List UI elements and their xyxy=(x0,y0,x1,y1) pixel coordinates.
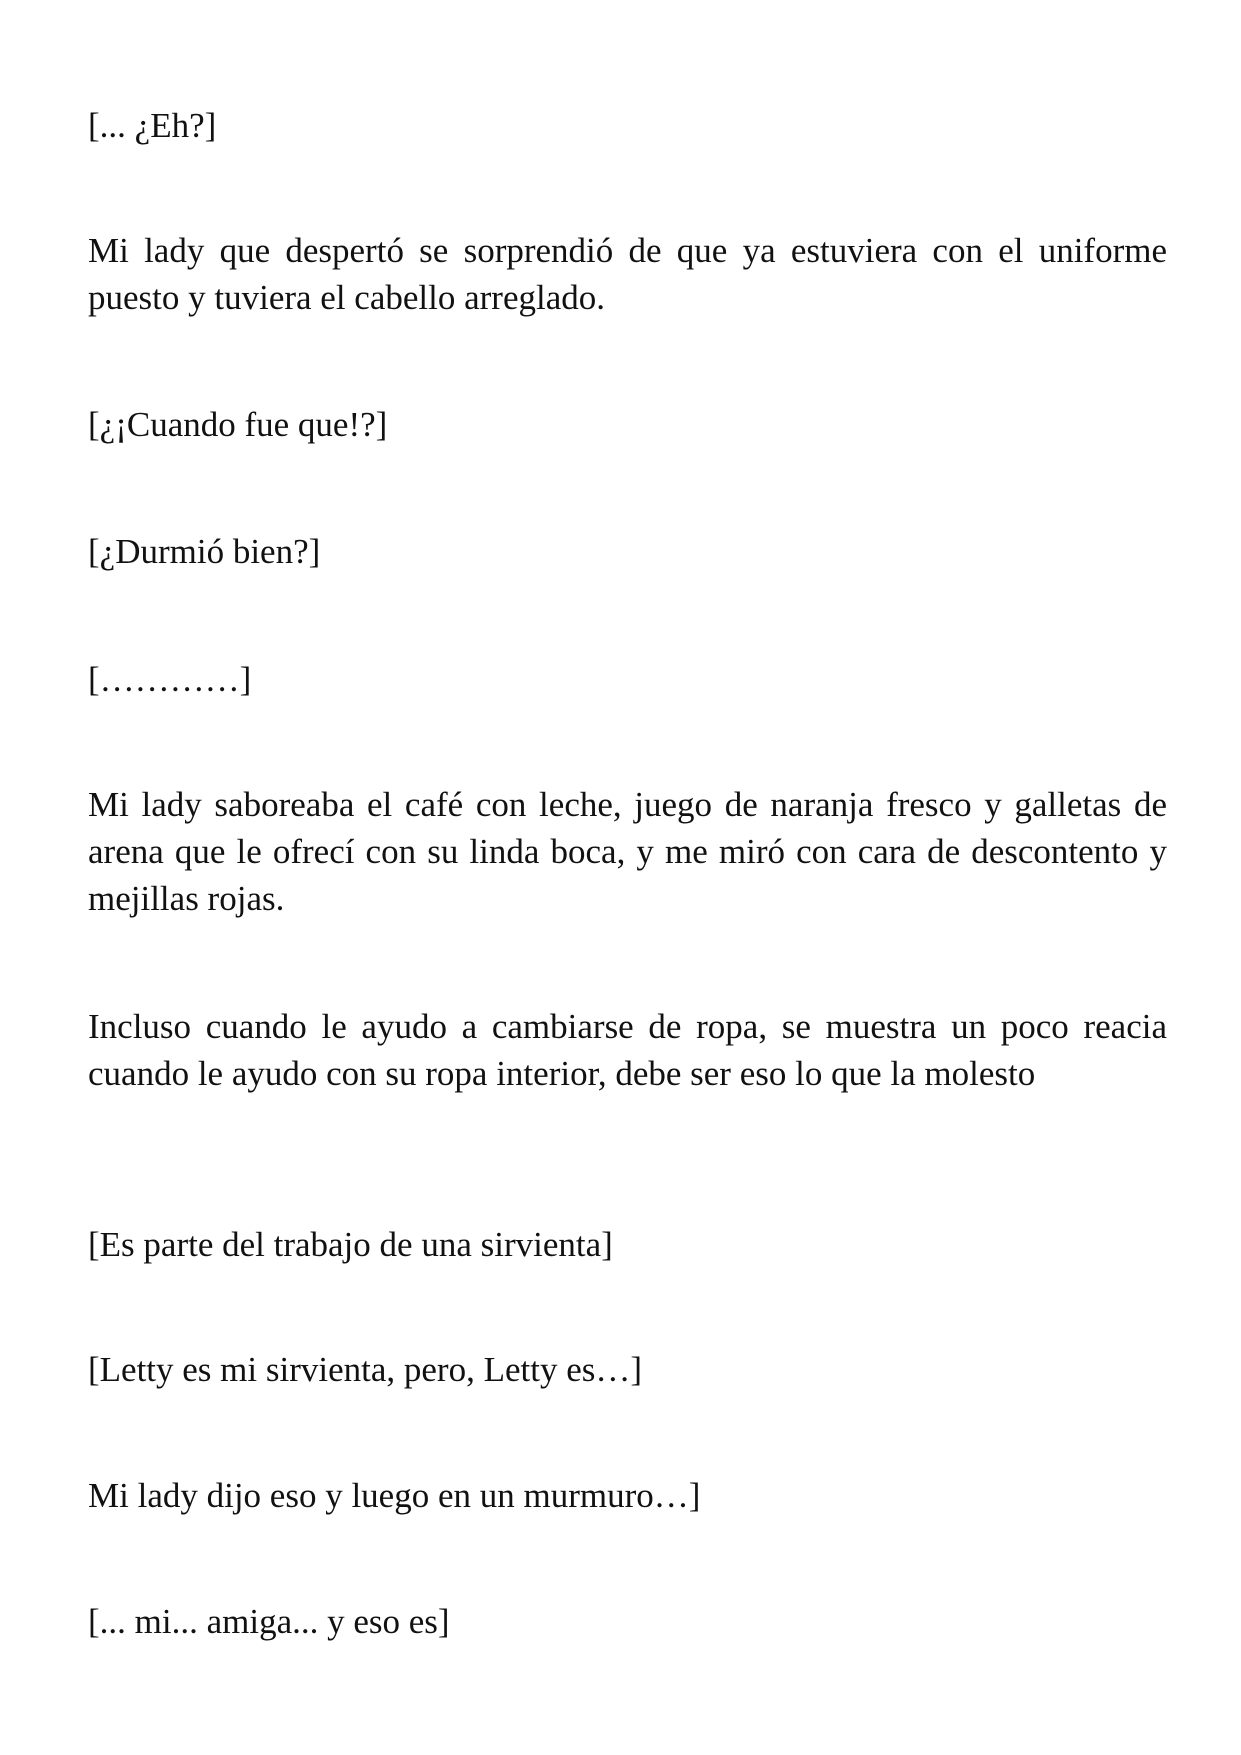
paragraph-5: […………] xyxy=(88,660,252,699)
paragraph-3: [¿¡Cuando fue que!?] xyxy=(88,405,388,444)
paragraph-8: [Es parte del trabajo de una sirvienta] xyxy=(88,1225,613,1264)
paragraph-6: Mi lady saboreaba el café con leche, juego de naranja fresco y galletas de arena que le ofrecí con su linda boca, y me miró con cara de descontento y mejillas rojas. xyxy=(88,785,1167,918)
paragraph-11: [... mi... amiga... y eso es] xyxy=(88,1602,450,1641)
paragraph-1: [... ¿Eh?] xyxy=(88,106,217,145)
paragraph-2: Mi lady que despertó se sorprendió de que ya estuviera con el uniforme puesto y tuviera el cabello arreglado. xyxy=(88,231,1167,317)
paragraph-10: Mi lady dijo eso y luego en un murmuro…] xyxy=(88,1476,701,1515)
paragraph-4: [¿Durmió bien?] xyxy=(88,532,321,571)
paragraph-9: [Letty es mi sirvienta, pero, Letty es…] xyxy=(88,1350,643,1389)
paragraph-7: Incluso cuando le ayudo a cambiarse de ropa, se muestra un poco reacia cuando le ayudo con su ropa interior, debe ser eso lo que la molesto xyxy=(88,1007,1167,1093)
